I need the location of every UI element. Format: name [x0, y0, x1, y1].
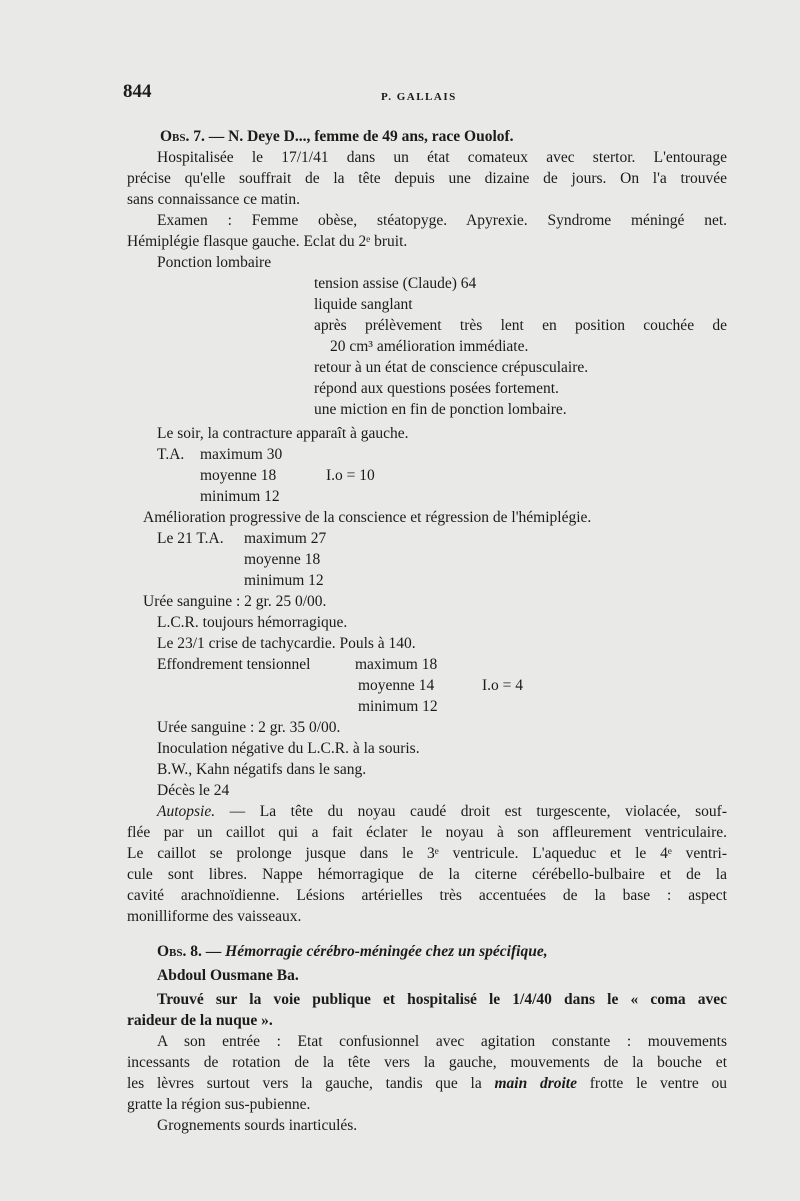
obs8-label: Obs. 8.	[157, 943, 202, 960]
obs7-p2-line1: Examen : Femme obèse, stéatopyge. Apyrexie. Syndrome méningé net.	[157, 212, 727, 229]
obs8-entree-line1: A son entrée : Etat confusionnel avec agitation constante : mouvements	[157, 1033, 727, 1050]
obs8-entree-line3	[127, 1074, 727, 1094]
eff-max: maximum 18	[355, 656, 438, 673]
uree1-line: Urée sanguine : 2 gr. 25 0/00.	[143, 593, 327, 610]
ta1-moy: moyenne 18	[200, 467, 277, 484]
autopsie-line2: flée par un caillot qui a fait éclater le noyau à son affleurement ventriculaire.	[127, 824, 727, 841]
autopsie-text-1: — La tête du noyau caudé droit est turgescente, violacée, souf-	[215, 803, 727, 820]
obs7-title: — N. Deye D..., femme de 49 ans, race Ouolof.	[204, 128, 514, 145]
obs8-heading	[157, 942, 548, 962]
uree2-line: Urée sanguine : 2 gr. 35 0/00.	[157, 719, 341, 736]
obs7-label: Obs. 7.	[160, 128, 205, 145]
autopsie-label: Autopsie.	[157, 803, 216, 820]
bw-line: B.W., Kahn négatifs dans le sang.	[157, 761, 367, 778]
le21-moy: moyenne 18	[244, 551, 321, 568]
ta1-label: T.A.	[157, 446, 185, 463]
autopsie-line4: cule sont libres. Nappe hémorragique de la citerne cérébello-bulbaire et de la	[127, 866, 727, 883]
obs8-entree-text: les lèvres surtout vers la gauche, tandis que la	[127, 1075, 495, 1092]
autopsie-line1	[157, 802, 727, 822]
ponction-item-7: une miction en fin de ponction lombaire.	[314, 401, 567, 418]
obs8-main-droite: main droite	[494, 1075, 577, 1092]
le21-label: Le 21 T.A.	[157, 530, 224, 547]
eff-io: I.o = 4	[482, 677, 524, 694]
ponction-item-4: 20 cm³ amélioration immédiate.	[330, 338, 529, 355]
obs7-p2-line2: Hémiplégie flasque gauche. Eclat du 2ᵉ bruit.	[127, 233, 408, 250]
obs8-gratte-line: gratte la région sus-pubienne.	[127, 1096, 311, 1113]
ponction-item-2: liquide sanglant	[314, 296, 413, 313]
obs7-p1-line3: sans connaissance ce matin.	[127, 191, 301, 208]
obs8-entree-line2: incessants de rotation de la tête vers la gauche, mouvements de la bouche et	[127, 1054, 727, 1071]
running-head: P. GALLAIS	[381, 91, 457, 103]
obs8-found-line1: Trouvé sur la voie publique et hospitalisé le 1/4/40 dans le « coma avec	[157, 991, 727, 1008]
obs8-found-line2: raideur de la nuque ».	[127, 1012, 273, 1029]
ponction-item-6: répond aux questions posées fortement.	[314, 380, 559, 397]
lcr-line: L.C.R. toujours hémorragique.	[157, 614, 348, 631]
ponction-label: Ponction lombaire	[157, 254, 272, 271]
eff-label: Effondrement tensionnel	[157, 656, 311, 673]
ponction-item-1: tension assise (Claude) 64	[314, 275, 477, 292]
obs8-dash: —	[201, 943, 226, 960]
obs8-name: Abdoul Ousmane Ba.	[157, 967, 299, 984]
autopsie-line3: Le caillot se prolonge jusque dans le 3ᵉ ventricule. L'aqueduc et le 4ᵉ ventri-	[127, 845, 727, 862]
obs8-title: Hémorragie cérébro-méningée chez un spécifique,	[225, 943, 548, 960]
obs7-heading	[160, 127, 514, 147]
inoculation-line: Inoculation négative du L.C.R. à la souris.	[157, 740, 420, 757]
amelioration-line: Amélioration progressive de la conscience et régression de l'hémiplégie.	[143, 509, 592, 526]
soir-line: Le soir, la contracture apparaît à gauche.	[157, 425, 409, 442]
obs7-p1-line1: Hospitalisée le 17/1/41 dans un état comateux avec stertor. L'entourage	[157, 149, 727, 166]
obs8-entree-end: frotte le ventre ou	[576, 1075, 727, 1092]
le21-min: minimum 12	[244, 572, 324, 589]
autopsie-line5: cavité arachnoïdienne. Lésions artérielles très accentuées de la base : aspect	[127, 887, 727, 904]
ponction-item-5: retour à un état de conscience crépusculaire.	[314, 359, 589, 376]
le21-max: maximum 27	[244, 530, 327, 547]
ta1-max: maximum 30	[200, 446, 283, 463]
le23-line: Le 23/1 crise de tachycardie. Pouls à 140.	[157, 635, 416, 652]
ta1-io: I.o = 10	[326, 467, 375, 484]
obs7-p1-line2: précise qu'elle souffrait de la tête depuis une dizaine de jours. On l'a trouvée	[127, 170, 727, 187]
eff-moy: moyenne 14	[358, 677, 435, 694]
page-number: 844	[123, 81, 152, 102]
autopsie-line6: monilliforme des vaisseaux.	[127, 908, 302, 925]
ta1-min: minimum 12	[200, 488, 280, 505]
ponction-item-3: après prélèvement très lent en position couchée de	[314, 317, 727, 334]
deces-line: Décès le 24	[157, 782, 230, 799]
obs8-grognements-line: Grognements sourds inarticulés.	[157, 1117, 358, 1134]
eff-min: minimum 12	[358, 698, 438, 715]
